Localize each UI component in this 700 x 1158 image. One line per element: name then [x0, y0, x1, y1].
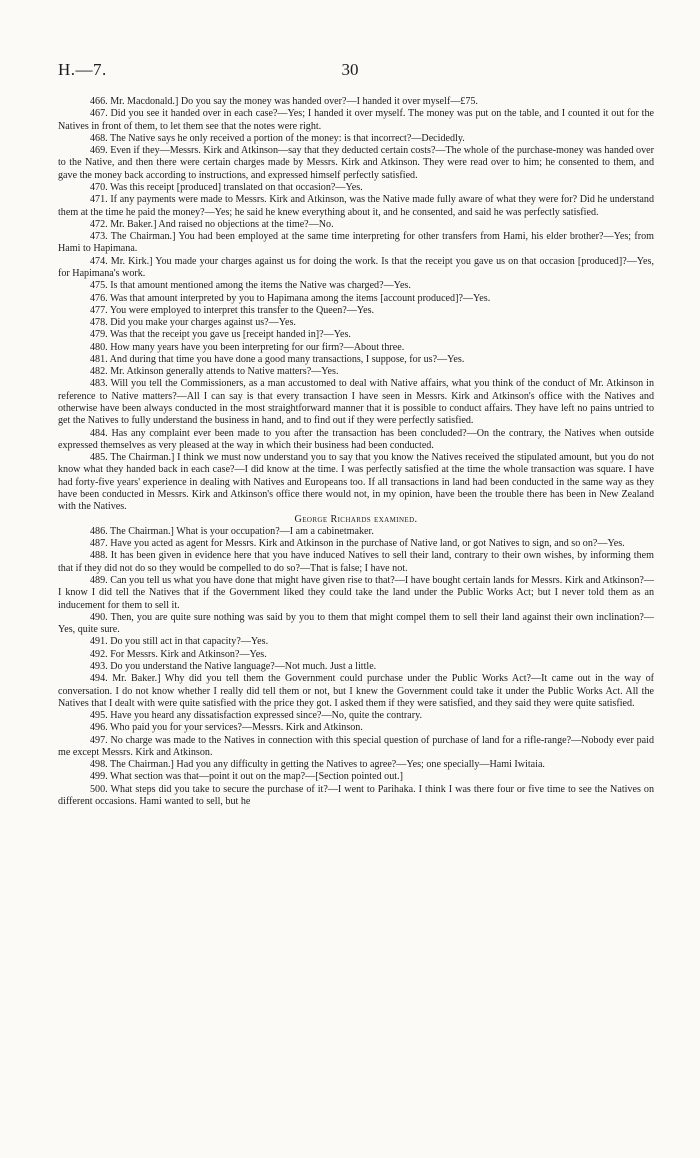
paragraph: 488. It has been given in evidence here that you have induced Natives to sell their land, contrary to their own wishes, by informing them that if they did not do so they would be compelled to do so?—That is false; I have not.	[58, 550, 654, 574]
paragraph: 467. Did you see it handed over in each case?—Yes; I handed it over myself. The money was put on the table, and I counted it out for the Natives in front of them, to let them see that the notes were right.	[58, 108, 654, 132]
paragraph: 471. If any payments were made to Messrs. Kirk and Atkinson, was the Native made fully aware of what they were for? Did he understand them at the time he paid the money?—Yes; he said he knew everything about it, and he consented, and said he was perfectly satisfied.	[58, 194, 654, 218]
paragraph: 485. The Chairman.] I think we must now understand you to say that you know the Natives received the stipulated amount, but you do not know what they handed back in each case?—I did know at the time. I was perfectly satisfied at the time the whole transaction was square. I have had forty-five years' experience in dealing with Natives and Europeans too. If all transactions in land had been conducted in the same way as they have been conducted in Messrs. Kirk and Atkinson's office there would not, in my opinion, have been the trouble there has been in New Zealand with the Natives.	[58, 452, 654, 513]
paragraph: 468. The Native says he only received a portion of the money: is that incorrect?—Decidedly.	[90, 132, 465, 144]
paragraph: 478. Did you make your charges against us?—Yes.	[90, 317, 296, 329]
paragraph: 470. Was this receipt [produced] translated on that occasion?—Yes.	[90, 181, 363, 193]
paragraph: 466. Mr. Macdonald.] Do you say the money was handed over?—I handed it over myself—£75.	[90, 96, 478, 107]
paragraph: 473. The Chairman.] You had been employed at the same time interpreting for other transfers from Hami, his elder brother?—Yes; from Hami to Hapimana.	[58, 231, 654, 255]
paragraph: 479. Was that the receipt you gave us [receipt handed in]?—Yes.	[90, 329, 351, 341]
paragraph: 474. Mr. Kirk.] You made your charges against us for doing the work. Is that the receipt you gave us on that occasion [produced]?—Yes, for Hapimana's work.	[58, 255, 654, 279]
paragraph: 472. Mr. Baker.] And raised no objections at the time?—No.	[90, 218, 334, 230]
paragraph: 490. Then, you are quite sure nothing was said by you to them that might compel them to sell their land against their own inclination?—Yes, quite sure.	[58, 611, 654, 636]
paragraph: 477. You were employed to interpret this transfer to the Queen?—Yes.	[90, 304, 375, 316]
paragraph: 469. Even if they—Messrs. Kirk and Atkinson—say that they deducted certain costs?—The whole of the purchase-money was handed over to the Native, and then there were certain charges made by Messrs. Kirk and Atkinson. They were read over to him; he consented to them, and gave the money back according to instructions, and expressed himself perfectly satisfied.	[58, 145, 654, 181]
paragraph: 496. Who paid you for your services?—Messrs. Kirk and Atkinson.	[90, 722, 363, 734]
paragraph: 493. Do you understand the Native language?—Not much. Just a little.	[90, 660, 377, 672]
paragraph: 492. For Messrs. Kirk and Atkinson?—Yes.	[90, 648, 267, 660]
paragraph: 491. Do you still act in that capacity?—Yes.	[90, 636, 269, 648]
paragraph: 487. Have you acted as agent for Messrs. Kirk and Atkinson in the purchase of Native land, or got Natives to sign, and so on?—Yes.	[90, 538, 625, 550]
paragraph: 481. And during that time you have done a good many transactions, I suppose, for us?—Yes.	[90, 353, 465, 365]
paragraph: 494. Mr. Baker.] Why did you tell them the Government could purchase under the Public Works Act?—It came out in the way of conversation. I do not know whether I really did tell them or not, but I knew the Government could take it under the Public Works Act. All the Natives that I dealt with were quite satisfied with the price they got. I asked them if they were satisfied, and they said they were quite satisfied.	[58, 673, 654, 709]
paragraph: 489. Can you tell us what you have done that might have given rise to that?—I have bought certain lands for Messrs. Kirk and Atkinson?—I know I did tell the Natives that if the Government liked they could take the land under the Public Works Act; but I never told them as an inducement for them to sell it.	[58, 574, 654, 611]
paragraph: 483. Will you tell the Commissioners, as a man accustomed to deal with Native affairs, what you think of the conduct of Mr. Atkinson in reference to Native matters?—All I can say is that every transaction I have seen in Messrs. Kirk and Atkinson's office with the Natives and otherwise have been always conducted in the most straightforward manner that it is possible to conduct affairs. They have left no pains untried to get the Natives to fully understand the business in hand, and to find out if they were perfectly satisfied.	[58, 378, 654, 427]
page-number: 30	[341, 60, 359, 79]
paragraph: 480. How many years have you been interpreting for our firm?—About three.	[90, 341, 405, 353]
paragraph: 495. Have you heard any dissatisfaction expressed since?—No, quite the contrary.	[90, 710, 423, 722]
paragraph: 486. The Chairman.] What is your occupation?—I am a cabinetmaker.	[90, 525, 374, 537]
section-heading: George Richards examined.	[294, 513, 418, 525]
paragraph: 498. The Chairman.] Had you any difficulty in getting the Natives to agree?—Yes; one specially—Hami Iwitaia.	[90, 759, 545, 771]
paragraph: 500. What steps did you take to secure the purchase of it?—I went to Parihaka. I think I was there four or five time to see the Natives on different occasions. Hami wanted to sell, but he	[58, 783, 654, 808]
paragraph: 475. Is that amount mentioned among the items the Native was charged?—Yes.	[90, 280, 411, 292]
series-code: H.—7.	[58, 60, 107, 79]
paragraph: 482. Mr. Atkinson generally attends to Native matters?—Yes.	[90, 366, 339, 378]
paragraph: 497. No charge was made to the Natives in connection with this special question of purchase of land for a rifle-range?—Nobody ever paid me except Messrs. Kirk and Atkinson.	[58, 734, 654, 758]
paragraph: 484. Has any complaint ever been made to you after the transaction has been concluded?—On the contrary, the Natives when outside expressed themselves as very pleased at the way in which their business had been conducted.	[58, 427, 654, 451]
paragraph: 476. Was that amount interpreted by you to Hapimana among the items [account produced]?—Yes.	[90, 292, 491, 304]
paragraph: 499. What section was that—point it out on the map?—[Section pointed out.]	[90, 771, 403, 783]
document-body	[58, 96, 654, 808]
